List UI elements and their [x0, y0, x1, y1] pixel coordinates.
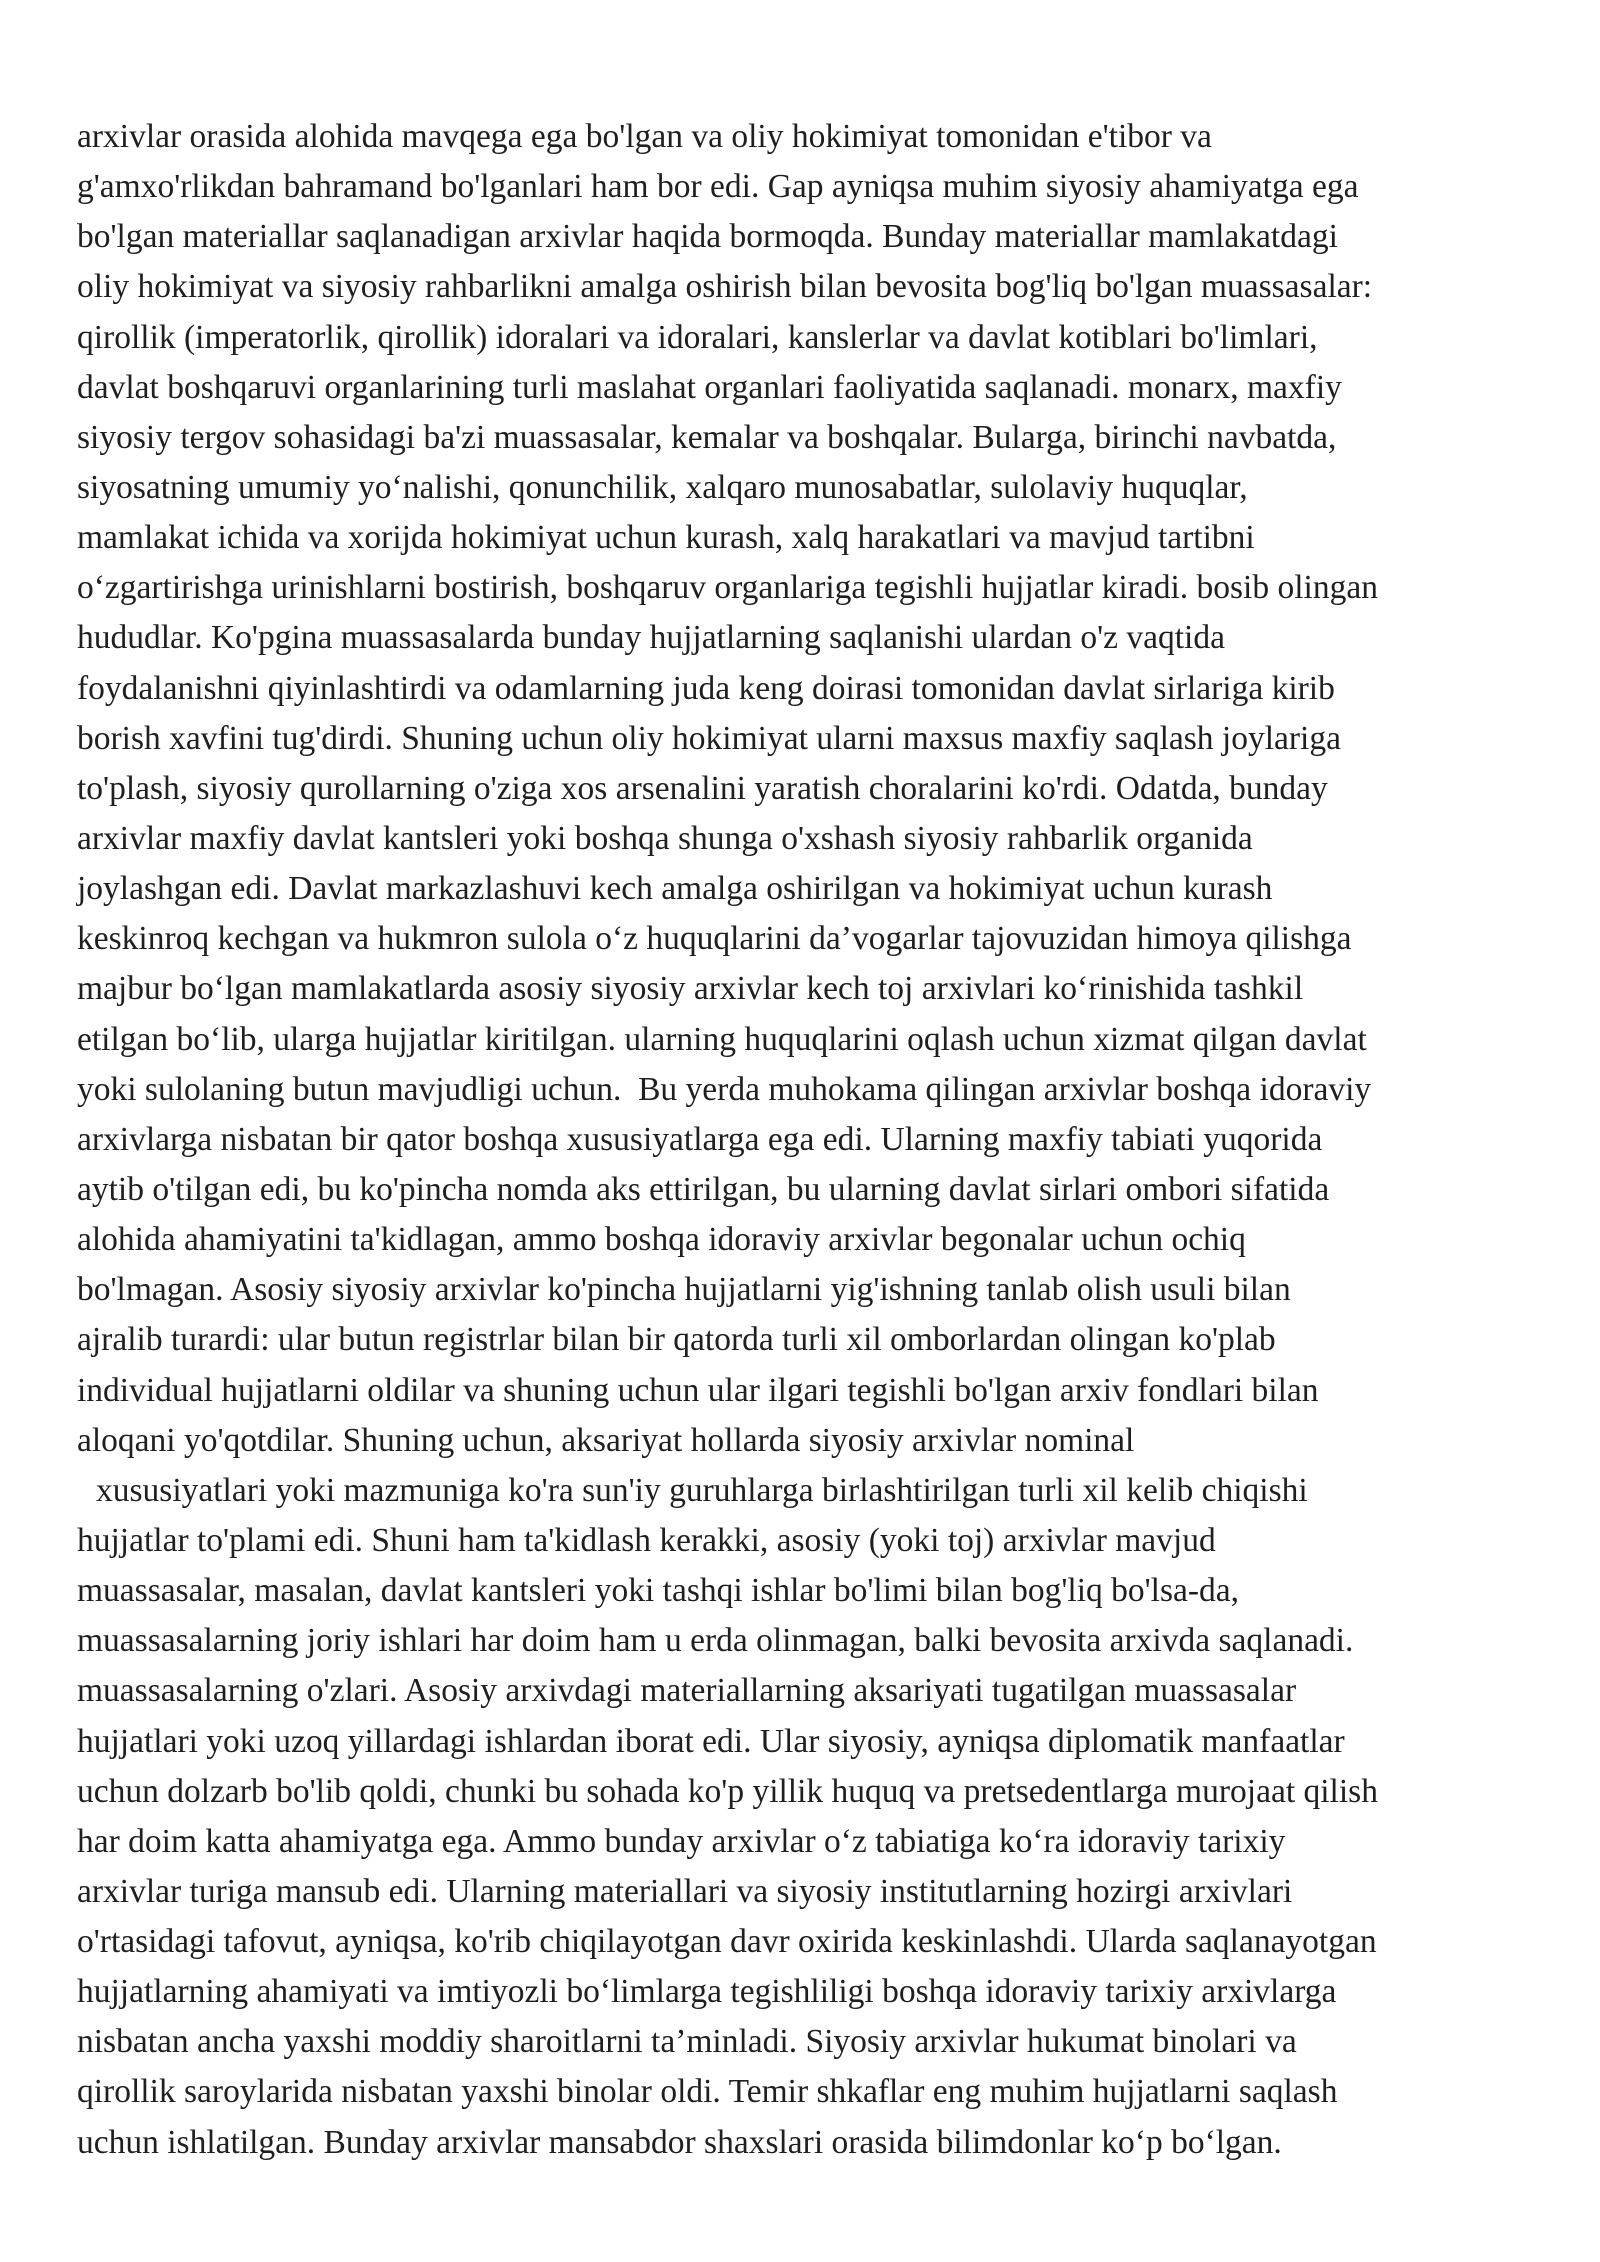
text-line: hududlar. Ko'pgina muassasalarda bunday hujjatlarning saqlanishi ulardan o'z vaqtida [77, 619, 1225, 657]
text-line: etilgan bo‘lib, ularga hujjatlar kiritilgan. ularning huquqlarini oqlash uchun xizmat qilgan davlat [77, 1020, 1367, 1058]
text-line: joylashgan edi. Davlat markazlashuvi kech amalga oshirilgan va hokimiyat uchun kurash [77, 870, 1273, 908]
text-line: uchun ishlatilgan. Bunday arxivlar mansabdor shaxslari orasida bilimdonlar ko‘p bo‘lgan. [77, 2123, 1282, 2161]
text-line: muassasalar, masalan, davlat kantsleri yoki tashqi ishlar bo'limi bilan bog'liq bo'lsa-da, [77, 1572, 1240, 1610]
text-line: majbur bo‘lgan mamlakatlarda asosiy siyosiy arxivlar kech toj arxivlari ko‘rinishida tashkil [77, 970, 1304, 1008]
text-line: individual hujjatlarni oldilar va shuning uchun ular ilgari tegishli bo'lgan arxiv fondlari bilan [77, 1371, 1319, 1409]
text-line: nisbatan ancha yaxshi moddiy sharoitlarni ta’minladi. Siyosiy arxivlar hukumat binolari va [77, 2023, 1297, 2061]
text-line: qirollik saroylarida nisbatan yaxshi binolar oldi. Temir shkaflar eng muhim hujjatlarni saqlash [77, 2073, 1338, 2111]
text-line: xususiyatlari yoki mazmuniga ko'ra sun'iy guruhlarga birlashtirilgan turli xil kelib chiqishi [96, 1471, 1308, 1509]
text-line: mamlakat ichida va xorijda hokimiyat uchun kurash, xalq harakatlari va mavjud tartibni [77, 519, 1255, 557]
text-line: foydalanishni qiyinlashtirdi va odamlarning juda keng doirasi tomonidan davlat sirlariga kirib [77, 669, 1335, 707]
text-line: arxivlar orasida alohida mavqega ega bo'lgan va oliy hokimiyat tomonidan e'tibor va [77, 118, 1212, 155]
text-line: ajralib turardi: ular butun registrlar bilan bir qatorda turli xil omborlardan olingan ko'plab [77, 1321, 1276, 1359]
document-page [77, 112, 1557, 2168]
text-line: keskinroq kechgan va hukmron sulola o‘z huquqlarini da’vogarlar tajovuzidan himoya qilishga [77, 920, 1352, 958]
text-line: arxivlarga nisbatan bir qator boshqa xususiyatlarga ega edi. Ularning maxfiy tabiati yuqorida [77, 1120, 1323, 1158]
text-line: alohida ahamiyatini ta'kidlagan, ammo boshqa idoraviy arxivlar begonalar uchun ochiq [77, 1221, 1246, 1259]
text-line: bo'lgan materiallar saqlanadigan arxivlar haqida bormoqda. Bunday materiallar mamlakatdagi [77, 218, 1338, 256]
text-line: hujjatlari yoki uzoq yillardagi ishlardan iborat edi. Ular siyosiy, ayniqsa diplomatik manfaatlar [77, 1722, 1345, 1760]
text-line: oliy hokimiyat va siyosiy rahbarlikni amalga oshirish bilan bevosita bog'liq bo'lgan muassasalar: [77, 268, 1373, 306]
text-line: davlat boshqaruvi organlarining turli maslahat organlari faoliyatida saqlanadi. monarx, maxfiy [77, 368, 1342, 406]
text-line: hujjatlarning ahamiyati va imtiyozli bo‘limlarga tegishliligi boshqa idoraviy tarixiy arxivlarga [77, 1973, 1337, 2011]
text-line: to'plash, siyosiy qurollarning o'ziga xos arsenalini yaratish choralarini ko'rdi. Odatda, bunday [77, 769, 1328, 807]
text-line: har doim katta ahamiyatga ega. Ammo bunday arxivlar o‘z tabiatiga ko‘ra idoraviy tarixiy [77, 1822, 1286, 1860]
text-line: aytib o'tilgan edi, bu ko'pincha nomda aks ettirilgan, bu ularning davlat sirlari ombori sifatida [77, 1170, 1330, 1208]
text-line: hujjatlar to'plami edi. Shuni ham ta'kidlash kerakki, asosiy (yoki toj) arxivlar mavjud [77, 1521, 1216, 1559]
text-line: aloqani yo'qotdilar. Shuning uchun, aksariyat hollarda siyosiy arxivlar nominal [77, 1421, 1135, 1459]
text-line: g'amxo'rlikdan bahramand bo'lganlari ham bor edi. Gap ayniqsa muhim siyosiy ahamiyatga ega [77, 168, 1359, 206]
text-line: uchun dolzarb bo'lib qoldi, chunki bu sohada ko'p yillik huquq va pretsedentlarga murojaat qilish [77, 1772, 1378, 1810]
text-line: arxivlar maxfiy davlat kantsleri yoki boshqa shunga o'xshash siyosiy rahbarlik organida [77, 819, 1253, 857]
text-line: yoki sulolaning butun mavjudligi uchun. Bu yerda muhokama qilingan arxivlar boshqa idoraviy [77, 1070, 1372, 1108]
text-line: muassasalarning joriy ishlari har doim ham u erda olinmagan, balki bevosita arxivda saqlanadi. [77, 1622, 1354, 1660]
text-line: siyosatning umumiy yo‘nalishi, qonunchilik, xalqaro munosabatlar, sulolaviy huquqlar, [77, 468, 1248, 506]
text-line: o'rtasidagi tafovut, ayniqsa, ko'rib chiqilayotgan davr oxirida keskinlashdi. Ularda saqlanayotgan [77, 1923, 1377, 1961]
text-line: muassasalarning o'zlari. Asosiy arxivdagi materiallarning aksariyati tugatilgan muassasalar [77, 1672, 1297, 1710]
text-line: o‘zgartirishga urinishlarni bostirish, boshqaruv organlariga tegishli hujjatlar kiradi. bosib olingan [77, 569, 1378, 607]
text-line: borish xavfini tug'dirdi. Shuning uchun oliy hokimiyat ularni maxsus maxfiy saqlash joylariga [77, 719, 1341, 757]
text-line: siyosiy tergov sohasidagi ba'zi muassasalar, kemalar va boshqalar. Bularga, birinchi navbatda, [77, 418, 1337, 456]
text-line: arxivlar turiga mansub edi. Ularning materiallari va siyosiy institutlarning hozirgi arxivlari [77, 1872, 1293, 1910]
text-line: qirollik (imperatorlik, qirollik) idoralari va idoralari, kanslerlar va davlat kotiblari bo'limlari, [77, 318, 1318, 356]
text-line: bo'lmagan. Asosiy siyosiy arxivlar ko'pincha hujjatlarni yig'ishning tanlab olish usuli bilan [77, 1271, 1291, 1309]
